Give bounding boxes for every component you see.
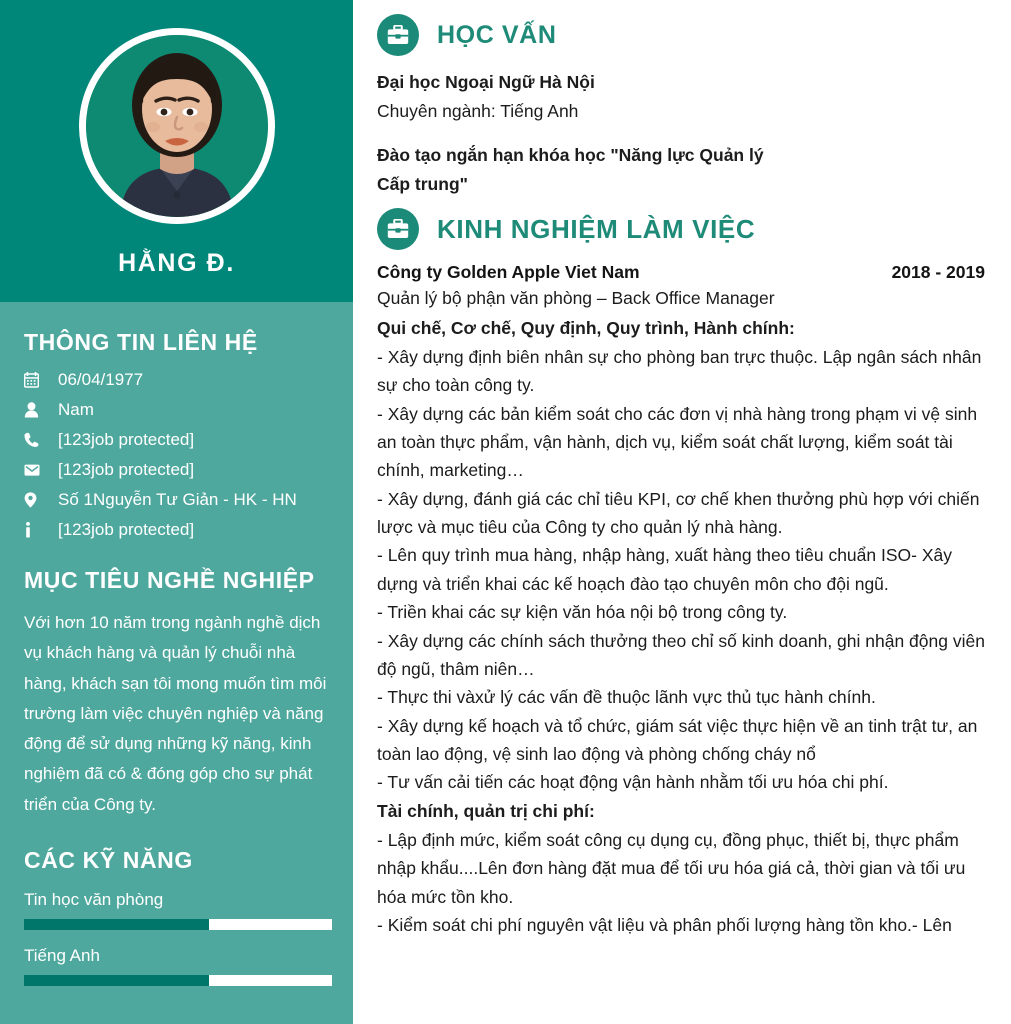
location-pin-icon xyxy=(24,492,50,508)
skill-label: Tin học văn phòng xyxy=(24,889,164,909)
job-subheading-2: Tài chính, quản trị chi phí: xyxy=(377,800,595,821)
avatar-image xyxy=(86,35,268,217)
skills-heading: CÁC KỸ NĂNG xyxy=(24,846,193,873)
phone-icon xyxy=(24,432,50,448)
experience-section-header xyxy=(377,208,985,250)
job-bullet: - Xây dựng định biên nhân sự cho phòng ban trực thuộc. Lập ngân sách nhân sự cho toàn công ty. xyxy=(377,347,982,396)
education-section-header xyxy=(377,14,985,56)
experience-title: KINH NGHIỆM LÀM VIỆC xyxy=(437,213,756,244)
job-bullet: - Kiểm soát chi phí nguyên vật liệu và phân phối lượng hàng tồn kho.- Lên xyxy=(377,914,952,935)
education-major: Chuyên ngành: Tiếng Anh xyxy=(377,101,579,122)
contact-value: [123job protected] xyxy=(58,430,195,449)
job-bullet: - Xây dựng kế hoạch và tổ chức, giám sát việc thực hiện về an tinh trật tư, an toàn lao động, vệ sinh lao động và phòng chống cháy nổ xyxy=(377,715,978,764)
job-date: 2018 - 2019 xyxy=(891,262,985,283)
contact-value: Số 1Nguyễn Tư Giản - HK - HN xyxy=(58,490,297,509)
skill-progress-bar xyxy=(24,975,332,986)
job-bullet: - Tư vấn cải tiến các hoạt động vận hành nhằm tối ưu hóa chi phí. xyxy=(377,772,889,793)
job-company: Công ty Golden Apple Viet Nam xyxy=(377,262,640,283)
sidebar-header xyxy=(0,0,353,302)
skill-progress-fill xyxy=(24,919,209,930)
education-course-line2: Cấp trung" xyxy=(377,174,468,195)
avatar xyxy=(79,28,275,224)
skill-label: Tiếng Anh xyxy=(24,945,100,965)
contact-value: [123job protected] xyxy=(58,460,195,479)
job-subheading-1: Qui chế, Cơ chế, Quy định, Quy trình, Hành chính: xyxy=(377,317,795,338)
education-school: Đại học Ngoại Ngữ Hà Nội xyxy=(377,72,595,92)
education-course-line1: Đào tạo ngắn hạn khóa học "Năng lực Quản lý xyxy=(377,144,764,165)
job-bullet: - Triền khai các sự kiện văn hóa nội bộ trong công ty. xyxy=(377,602,788,623)
objective-text: Với hơn 10 năm trong ngành nghề dịch vụ khách hàng và quản lý chuỗi nhà hàng, khách sạn tôi mong muốn tìm môi trường làm việc chuyên nghiệp và năng động để sử dụng những kỹ năng, kinh nghiệm đã có & đóng góp cho sự phát triển của Công ty. xyxy=(24,613,327,814)
person-icon xyxy=(24,402,50,418)
sidebar-content xyxy=(0,329,353,986)
job-bullets-group-2 xyxy=(377,826,985,939)
contact-heading: THÔNG TIN LIÊN HỆ xyxy=(24,329,258,355)
calendar-icon xyxy=(24,372,50,388)
job-bullet: - Lên quy trình mua hàng, nhập hàng, xuất hàng theo tiêu chuẩn ISO- Xây dựng và triển khai các kế hoạch đào tạo chuyên môn cho đội ngũ. xyxy=(377,545,952,594)
skill-item xyxy=(24,946,329,986)
contact-item-phone[interactable] xyxy=(24,430,329,450)
sidebar xyxy=(0,0,353,1024)
contact-item-gender xyxy=(24,400,329,420)
job-position: Quản lý bộ phận văn phòng – Back Office Manager xyxy=(377,288,775,309)
job-bullet: - Thực thi vàxử lý các vấn đề thuộc lãnh vực thủ tục hành chính. xyxy=(377,687,876,708)
skill-progress-fill xyxy=(24,975,209,986)
job-bullets-group-1 xyxy=(377,343,985,797)
skill-item xyxy=(24,890,329,930)
briefcase-icon xyxy=(377,208,419,250)
job-header xyxy=(377,262,985,283)
portrait-photo-icon xyxy=(86,35,268,217)
job-bullet: - Xây dựng, đánh giá các chỉ tiêu KPI, cơ chế khen thưởng phù hợp với chiến lược và mục tiêu của Công ty cho quản lý nhà hàng. xyxy=(377,488,980,538)
job-bullet: - Lập định mức, kiểm soát công cụ dụng cụ, đồng phục, thiết bị, thực phẩm nhập khẩu....Lên đơn hàng đặt mua để tối ưu hóa giá cả, thời gian và tối ưu hóa mức tồn kho. xyxy=(377,829,966,907)
person-name: HẰNG Đ. xyxy=(118,249,235,277)
job-bullet: - Xây dựng các bản kiểm soát cho các đơn vị nhà hàng trong phạm vi vệ sinh an toàn thực phẩm, vận hành, dịch vụ, kiểm soát chất lượng, kiểm soát tài chính, marketing… xyxy=(377,403,978,481)
contact-item-email[interactable] xyxy=(24,460,329,480)
briefcase-icon xyxy=(377,14,419,56)
education-title: HỌC VẤN xyxy=(437,20,557,49)
contact-item-info xyxy=(24,520,329,540)
spacer xyxy=(377,127,985,141)
envelope-icon xyxy=(24,462,50,478)
contact-value: Nam xyxy=(58,400,94,419)
contact-value: 06/04/1977 xyxy=(58,370,144,389)
skill-progress-bar xyxy=(24,919,332,930)
info-icon xyxy=(24,522,50,538)
job-bullet: - Xây dựng các chính sách thưởng theo chỉ số kinh doanh, ghi nhận động viên độ ngũ, thâm niên… xyxy=(377,630,985,679)
contact-item-birthdate xyxy=(24,370,329,390)
contact-list xyxy=(24,370,329,540)
contact-item-address xyxy=(24,490,329,510)
main-content xyxy=(353,0,1011,1024)
contact-value: [123job protected] xyxy=(58,520,195,539)
objective-heading: MỤC TIÊU NGHỀ NGHIỆP xyxy=(24,567,315,593)
